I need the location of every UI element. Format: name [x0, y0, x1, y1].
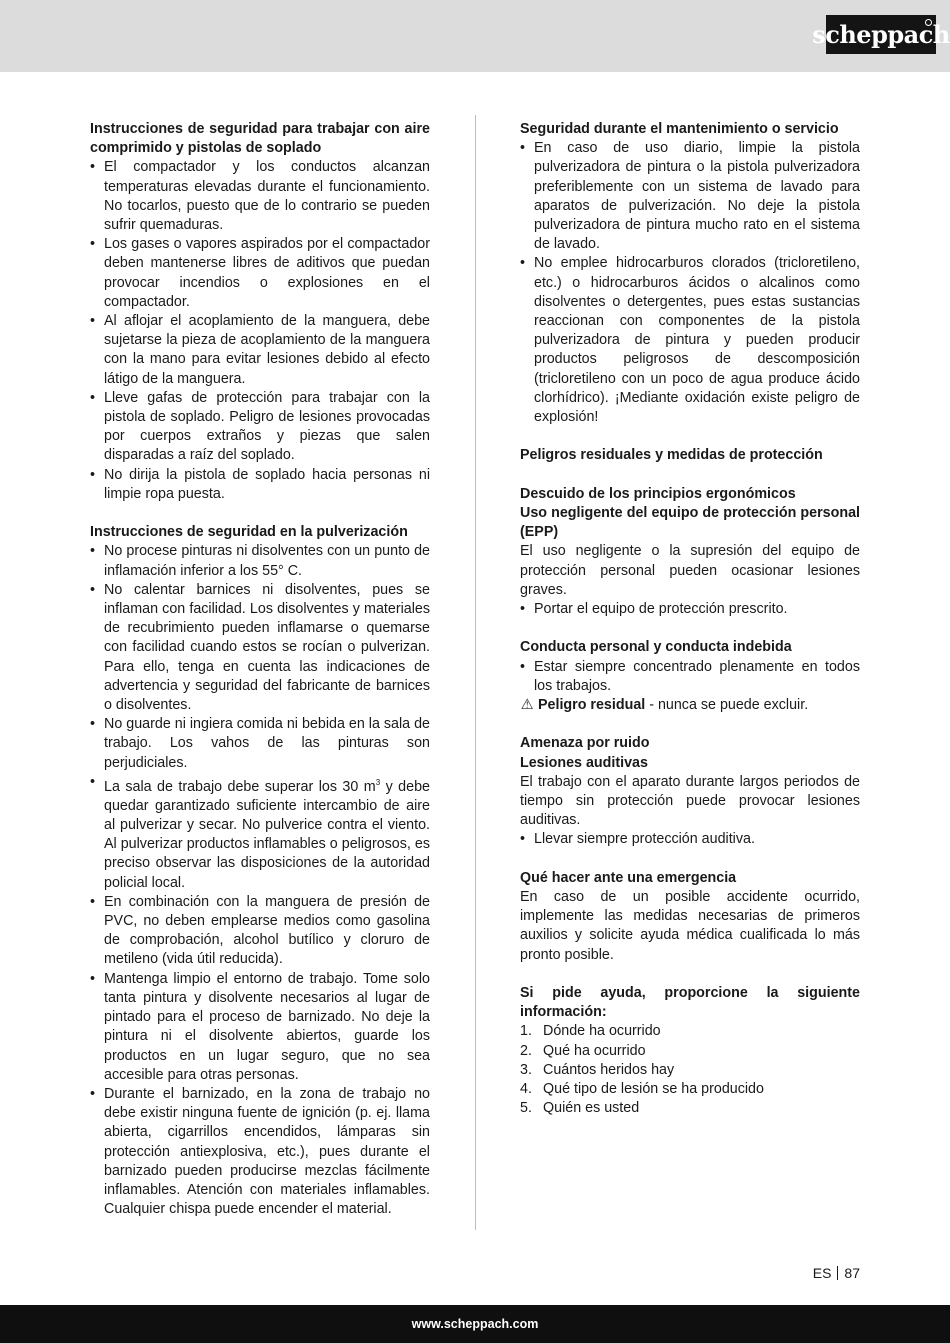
- section-title: Conducta personal y conducta indebida: [520, 639, 792, 656]
- list-number: 2.: [520, 1042, 532, 1059]
- brand-logo: scheppach: [826, 15, 936, 54]
- list-item: • No calentar barnices ni disolventes, pues se inflaman con facilidad. Los disolventes y materiales de recubrimiento pueden inflamarse o quemarse con facilidad cuando estos se rocían o pulverizan. Para ello, tenga en cuenta las indicaciones de advertencia y seguridad del fabricante de barnices o disolventes.: [90, 581, 430, 715]
- list-item: • El compactador y los conductos alcanzan temperaturas elevadas durante el funcionamiento. No tocarlos, puesto que de lo contrario se pueden sufrir quemaduras.: [90, 158, 430, 235]
- list-item: • No emplee hidrocarburos clorados (tricloretileno, etc.) o hidrocarburos ácidos o alcalinos como disolventes o detergentes, pues estas sustancias reaccionan con componentes de la pistola pulverizadora de pintura y pueden producir productos peligrosos de descomposición (tricloretileno con un poco de agua produce ácido clorhídrico). ¡Mediante oxidación existe peligro de explosión!: [520, 254, 860, 427]
- section-title: Peligros residuales y medidas de protección: [520, 447, 823, 464]
- list-item: [520, 1080, 860, 1099]
- list-item: [520, 1099, 860, 1118]
- section-subtitle: Lesiones auditivas: [520, 754, 648, 771]
- bullet-list: [90, 158, 430, 504]
- bullet-list: [520, 139, 860, 427]
- list-item: [520, 1042, 860, 1061]
- list-item: • No dirija la pistola de soplado hacia personas ni limpie ropa puesta.: [90, 466, 430, 504]
- header-bar: [0, 0, 950, 72]
- section-title: Si pide ayuda, proporcione la siguiente información:: [520, 985, 860, 1021]
- list-item-text: La sala de trabajo debe superar los 30 m: [104, 778, 376, 795]
- list-item: [90, 773, 430, 893]
- list-item: • En combinación con la manguera de presión de PVC, no deben emplearse medios como gasolina de comprobación, alcohol butílico y cloruro de metileno (vida útil reducida).: [90, 893, 430, 970]
- list-item: • Llevar siempre protección auditiva.: [520, 830, 860, 849]
- numbered-list: [520, 1022, 860, 1118]
- section-title: Amenaza por ruido: [520, 735, 650, 752]
- section-title: Descuido de los principios ergonómicos: [520, 485, 796, 502]
- bullet-list: [520, 600, 860, 619]
- list-item: • Mantenga limpio el entorno de trabajo. Tome solo tanta pintura y disolvente necesarios al lugar de pintado para el proceso de barnizado. No deje la pintura ni el disolvente abiertos, guarde los productos en un lugar seguro, que no sea accesible para otras personas.: [90, 970, 430, 1085]
- warning-triangle-icon: ⚠: [520, 697, 534, 714]
- bullet-list: [520, 658, 860, 696]
- warning-text: - nunca se puede excluir.: [645, 697, 809, 714]
- page-number: [813, 1265, 860, 1281]
- bullet-list: [90, 542, 430, 1219]
- list-item: • Durante el barnizado, en la zona de trabajo no debe existir ninguna fuente de ignición (p. ej. llama abierta, cigarrillos encendidos, lámparas sin protección antiexplosiva, etc.), pues durante el barnizado pueden producirse mezclas fácilmente inflamables. Atención con materiales inflamables. Cualquier chispa puede encender el material.: [90, 1085, 430, 1219]
- list-item: • Estar siempre concentrado plenamente en todos los trabajos.: [520, 658, 860, 696]
- paragraph: El uso negligente o la supresión del equipo de protección personal pueden ocasionar lesiones graves.: [520, 543, 860, 598]
- list-item: • En caso de uso diario, limpie la pistola pulverizadora de pintura o la pistola pulverizadora preferiblemente con un sistema de lavado para aparatos de pulverización. No deje la pistola pulverizadora de pintura mucho rato en el sistema de lavado.: [520, 139, 860, 254]
- footer-bar: [0, 1305, 950, 1343]
- list-item: [520, 1022, 860, 1041]
- footer-url: www.scheppach.com: [411, 1317, 539, 1331]
- list-item-text: Qué ha ocurrido: [543, 1042, 646, 1059]
- list-number: 3.: [520, 1061, 532, 1078]
- list-item-text: Cuántos heridos hay: [543, 1061, 675, 1078]
- superscript: 3: [375, 777, 381, 787]
- list-number: 4.: [520, 1081, 532, 1098]
- language-code: ES: [812, 1265, 832, 1281]
- list-item-text: y debe quedar garantizado suficiente intercambio de aire al pulverizar y secar. No pulverice contra el viento. Al pulverizar productos inflamables o peligrosos, es preciso observar las disposiciones de la autoridad policial local.: [104, 778, 430, 891]
- residual-warning: [520, 696, 860, 715]
- list-item-text: Quién es usted: [543, 1100, 640, 1117]
- left-column: [90, 120, 430, 1219]
- paragraph: El trabajo con el aparato durante largos periodos de tiempo sin protección puede provocar lesiones auditivas.: [520, 773, 860, 829]
- right-column: [520, 120, 860, 1118]
- list-number: 5.: [520, 1100, 532, 1117]
- list-item: • Los gases o vapores aspirados por el compactador deben mantenerse libres de aditivos que puedan provocar incendios o explosiones en el compactador.: [90, 235, 430, 312]
- list-item: • Al aflojar el acoplamiento de la manguera, debe sujetarse la pieza de acoplamiento de la manguera con la mano para evitar lesiones debido al efecto látigo de la manguera.: [90, 312, 430, 389]
- list-item-text: Qué tipo de lesión se ha producido: [543, 1081, 764, 1098]
- list-item: • No guarde ni ingiera comida ni bebida en la sala de trabajo. Los vahos de las pinturas son perjudiciales.: [90, 715, 430, 773]
- list-number: 1.: [520, 1023, 532, 1040]
- section-title: Seguridad durante el mantenimiento o servicio: [520, 121, 839, 137]
- section-subtitle: Uso negligente del equipo de protección personal (EPP): [520, 505, 860, 541]
- column-divider: [475, 115, 476, 1230]
- bullet-list: [520, 830, 860, 849]
- section-title: Instrucciones de seguridad en la pulverización: [90, 524, 408, 541]
- section-title: Instrucciones de seguridad para trabajar con aire comprimido y pistolas de soplado: [90, 121, 430, 157]
- warning-label: Peligro residual: [537, 697, 646, 714]
- page-number-value: 87: [844, 1265, 860, 1281]
- list-item: • Lleve gafas de protección para trabajar con la pistola de soplado. Peligro de lesiones provocadas por cuerpos extraños y piezas que salen disparadas a raíz del soplado.: [90, 389, 430, 466]
- section-title: Qué hacer ante una emergencia: [520, 869, 737, 886]
- list-item: [520, 1061, 860, 1080]
- paragraph: En caso de un posible accidente ocurrido, implemente las medidas necesarias de primeros auxilios y solicite ayuda médica cualificada lo más pronto posible.: [520, 889, 860, 963]
- list-item: • Portar el equipo de protección prescrito.: [520, 600, 860, 619]
- list-item: • No procese pinturas ni disolventes con un punto de inflamación inferior a los 55° C.: [90, 542, 430, 580]
- list-item-text: Dónde ha ocurrido: [543, 1023, 661, 1040]
